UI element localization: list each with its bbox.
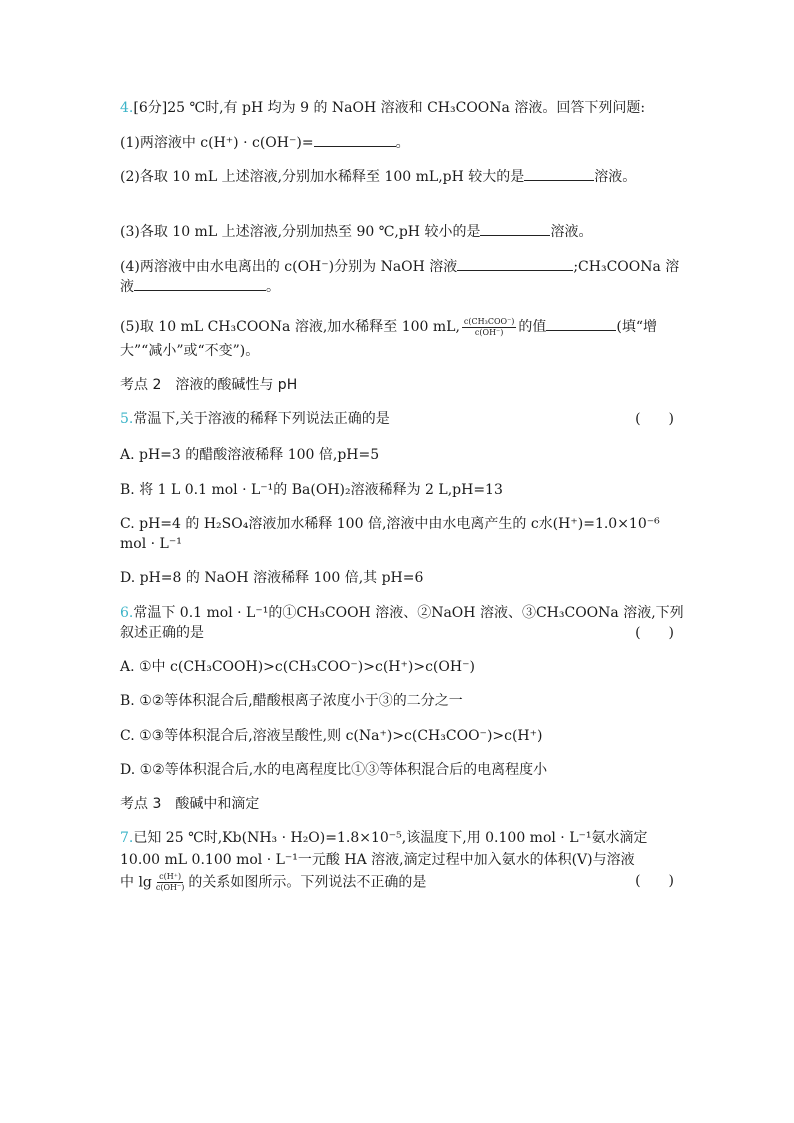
q4-part4-end: 。 <box>266 279 280 295</box>
q4-part5-text3: (填“增 <box>616 319 658 335</box>
q4-part5-text4: 大”“减小”或“不变”)。 <box>120 343 260 359</box>
q6-stem: 常温下 0.1 mol · L⁻¹的①CH₃COOH 溶液、②NaOH 溶液、③CH₃COONa 溶液,下列 <box>133 605 684 621</box>
fraction-denominator: c(OH⁻) <box>155 883 185 892</box>
q7-text1: 已知 25 ℃时,Kb(NH₃ · H₂O)=1.8×10⁻⁵,该温度下,用 0.100 mol · L⁻¹氨水滴定 <box>133 830 648 846</box>
answer-blank[interactable] <box>457 256 573 271</box>
q4-part5-text: (5)取 10 mL CH₃COONa 溶液,加水稀释至 100 mL, <box>120 319 460 335</box>
q4-part1-text: (1)两溶液中 c(H⁺) · c(OH⁻)= <box>120 135 314 151</box>
answer-blank[interactable] <box>546 316 616 331</box>
q6-number: 6. <box>120 605 134 621</box>
q6-option-b: B. ①②等体积混合后,醋酸根离子浓度小于③的二分之一 <box>120 693 463 709</box>
q5-option-d: D. pH=8 的 NaOH 溶液稀释 100 倍,其 pH=6 <box>120 570 424 586</box>
q7-line1 <box>120 829 648 847</box>
q5-option-c-line1: C. pH=4 的 H₂SO₄溶液加水稀释 100 倍,溶液中由水电离产生的 c水(H⁺)=1.0×10⁻⁶ <box>120 516 660 532</box>
q4-intro: [6分]25 ℃时,有 pH 均为 9 的 NaOH 溶液和 CH₃COONa 溶液。回答下列问题: <box>133 100 646 116</box>
fraction-numerator: c(CH₃COO⁻) <box>463 316 515 326</box>
q4-part5-text2: 的值 <box>518 319 547 335</box>
q4-number: 4. <box>120 100 134 116</box>
q6-stem2: 叙述正确的是 <box>120 625 204 641</box>
q7-text3: 中 lg <box>120 874 152 891</box>
q5-stem: 常温下,关于溶液的稀释下列说法正确的是 <box>133 411 390 427</box>
fraction <box>462 317 517 338</box>
q6-stem-line2 <box>120 624 674 642</box>
q6-option-c: C. ①③等体积混合后,溶液呈酸性,则 c(Na⁺)>c(CH₃COO⁻)>c(H⁺) <box>120 728 543 744</box>
q5-option-c-line2: mol · L⁻¹ <box>120 536 182 552</box>
q4-part4-line2 <box>120 276 280 296</box>
q4-part3-text: (3)各取 10 mL 上述溶液,分别加热至 90 ℃,pH 较小的是 <box>120 224 481 240</box>
q4-part2-end: 溶液。 <box>594 169 637 185</box>
q4-part2 <box>120 166 636 186</box>
q4-part1 <box>120 132 410 152</box>
q6-stem-line1 <box>120 604 684 622</box>
section-heading-2: 考点 2 溶液的酸碱性与 pH <box>120 377 298 393</box>
answer-blank[interactable] <box>480 221 550 236</box>
q4-part4-text3: 液 <box>120 279 134 295</box>
q4-part4-text: (4)两溶液中由水电离出的 c(OH⁻)分别为 NaOH 溶液 <box>120 259 458 275</box>
section-heading-3: 考点 3 酸碱中和滴定 <box>120 796 260 812</box>
answer-parentheses[interactable]: ( ) <box>635 411 674 427</box>
answer-blank[interactable] <box>314 132 396 147</box>
q4-part3-end: 溶液。 <box>550 224 593 240</box>
q4-part4-line1 <box>120 256 679 276</box>
answer-blank[interactable] <box>524 166 594 181</box>
q4-part5-line2 <box>120 342 259 360</box>
fraction-numerator: c(H⁺) <box>159 872 182 881</box>
q7-line2: 10.00 mL 0.100 mol · L⁻¹一元酸 HA 溶液,滴定过程中加入氨水的体积(V)与溶液 <box>120 852 635 868</box>
answer-parentheses[interactable]: ( ) <box>635 873 674 889</box>
q5-stem-line <box>120 410 674 428</box>
fraction-denominator: c(OH⁻) <box>474 327 504 337</box>
answer-blank[interactable] <box>134 276 266 291</box>
q4-part1-end: 。 <box>395 135 410 151</box>
q7-number: 7. <box>120 830 134 846</box>
q4-part2-text: (2)各取 10 mL 上述溶液,分别加水稀释至 100 mL,pH 较大的是 <box>120 169 525 185</box>
q4-part5-line1 <box>120 316 657 338</box>
q4-part3 <box>120 221 592 241</box>
q7-text4: 的关系如图所示。下列说法不正确的是 <box>188 874 427 891</box>
q6-option-d: D. ①②等体积混合后,水的电离程度比①③等体积混合后的电离程度小 <box>120 762 548 778</box>
q4-part4-text2: ;CH₃COONa 溶 <box>573 259 680 275</box>
q5-number: 5. <box>120 411 134 427</box>
q4-intro-line <box>120 99 645 117</box>
q5-option-a: A. pH=3 的醋酸溶液稀释 100 倍,pH=5 <box>120 447 380 463</box>
q6-option-a: A. ①中 c(CH₃COOH)>c(CH₃COO⁻)>c(H⁺)>c(OH⁻) <box>120 659 475 675</box>
q5-option-b: B. 将 1 L 0.1 mol · L⁻¹的 Ba(OH)₂溶液稀释为 2 L,pH=13 <box>120 482 503 498</box>
answer-parentheses[interactable]: ( ) <box>635 625 674 641</box>
q7-line3 <box>120 872 674 893</box>
fraction <box>154 872 186 893</box>
